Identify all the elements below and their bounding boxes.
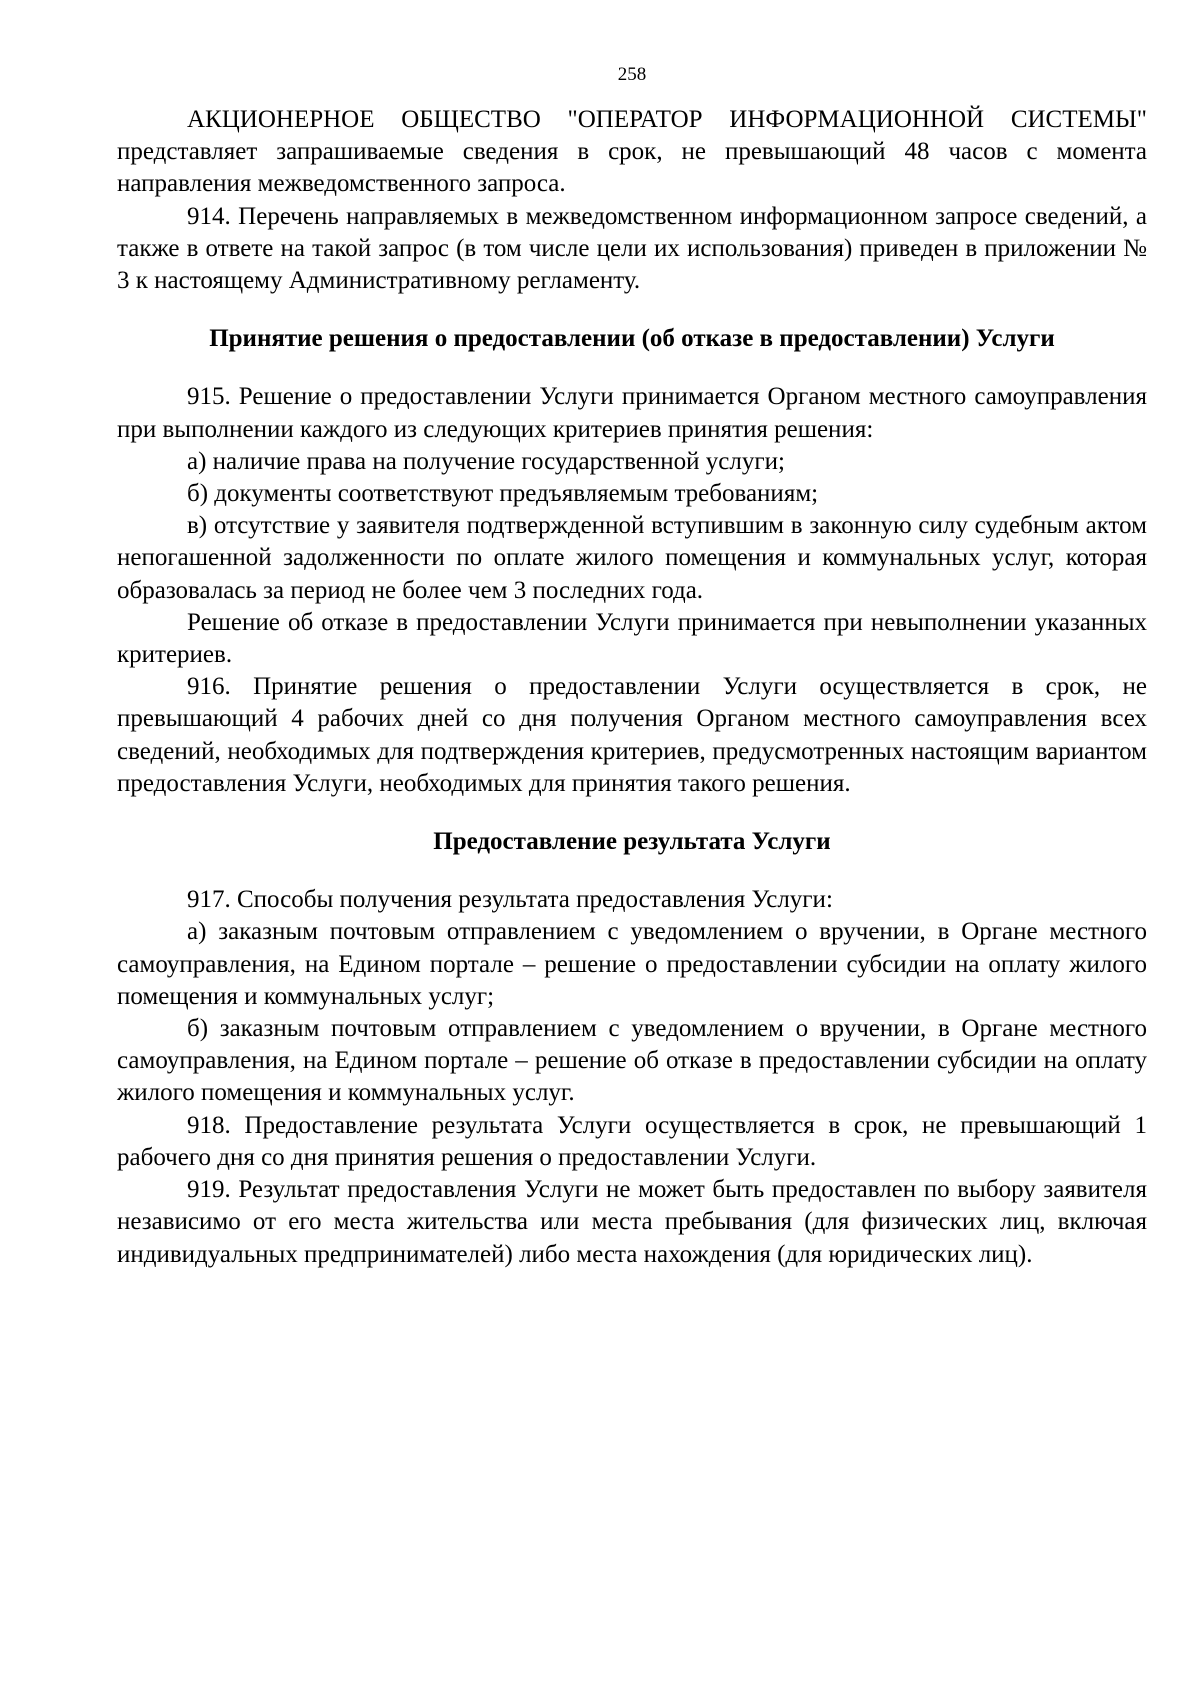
paragraph-914: 914. Перечень направляемых в межведомственном информационном запросе сведений, а также в ответе на такой запрос (в том числе цели их использования) приведен в приложении № 3 к настоящему Административному регламенту.: [117, 202, 1147, 295]
paragraph-operator-info: АКЦИОНЕРНОЕ ОБЩЕСТВО "ОПЕРАТОР ИНФОРМАЦИОННОЙ СИСТЕМЫ" представляет запрашиваемые сведения в срок, не превышающий 48 часов с момента направления межведомственного запроса.: [117, 106, 1147, 198]
page-number: 258: [617, 64, 647, 85]
spacer: [117, 297, 1147, 323]
document-page: [117, 64, 1147, 1271]
section-heading-result: Предоставление результата Услуги: [433, 828, 831, 856]
spacer: [117, 355, 1147, 381]
spacer: [117, 800, 1147, 826]
paragraph-918: 918. Предоставление результата Услуги осуществляется в срок, не превышающий 1 рабочего дня со дня принятия решения о предоставлении Услуги.: [117, 1111, 1147, 1171]
paragraph-917: 917. Способы получения результата предоставления Услуги:: [187, 886, 833, 914]
criterion-a: а) наличие права на получение государственной услуги;: [187, 447, 785, 475]
paragraph-refusal: Решение об отказе в предоставлении Услуги принимается при невыполнении указанных критериев.: [117, 608, 1147, 669]
criterion-b: б) документы соответствуют предъявляемым требованиям;: [187, 480, 819, 508]
method-a: а) заказным почтовым отправлением с уведомлением о вручении, в Органе местного самоуправления, на Едином портале – решение о предоставлении субсидии на оплату жилого помещения и коммунальных услуг;: [117, 918, 1147, 1010]
spacer: [117, 858, 1147, 884]
paragraph-916: 916. Принятие решения о предоставлении Услуги осуществляется в срок, не превышающий 4 рабочих дней со дня получения Органом местного самоуправления всех сведений, необходимых для подтверждения критериев, предусмотренных настоящим вариантом предоставления Услуги, необходимых для принятия такого решения.: [117, 673, 1147, 797]
section-heading-decision: Принятие решения о предоставлении (об отказе в предоставлении) Услуги: [209, 325, 1055, 353]
paragraph-915: 915. Решение о предоставлении Услуги принимается Органом местного самоуправления при выполнении каждого из следующих критериев принятия решения:: [117, 383, 1147, 443]
criterion-c: в) отсутствие у заявителя подтвержденной вступившим в законную силу судебным актом непогашенной задолженности по оплате жилого помещения и коммунальных услуг, которая образовалась за период не более чем 3 последних года.: [117, 512, 1147, 604]
paragraph-919: 919. Результат предоставления Услуги не может быть предоставлен по выбору заявителя независимо от его места жительства или места пребывания (для физических лиц, включая индивидуальных предпринимателей) либо места нахождения (для юридических лиц).: [117, 1176, 1147, 1268]
method-b: б) заказным почтовым отправлением с уведомлением о вручении, в Органе местного самоуправления, на Едином портале – решение об отказе в предоставлении субсидии на оплату жилого помещения и коммунальных услуг.: [117, 1015, 1147, 1107]
